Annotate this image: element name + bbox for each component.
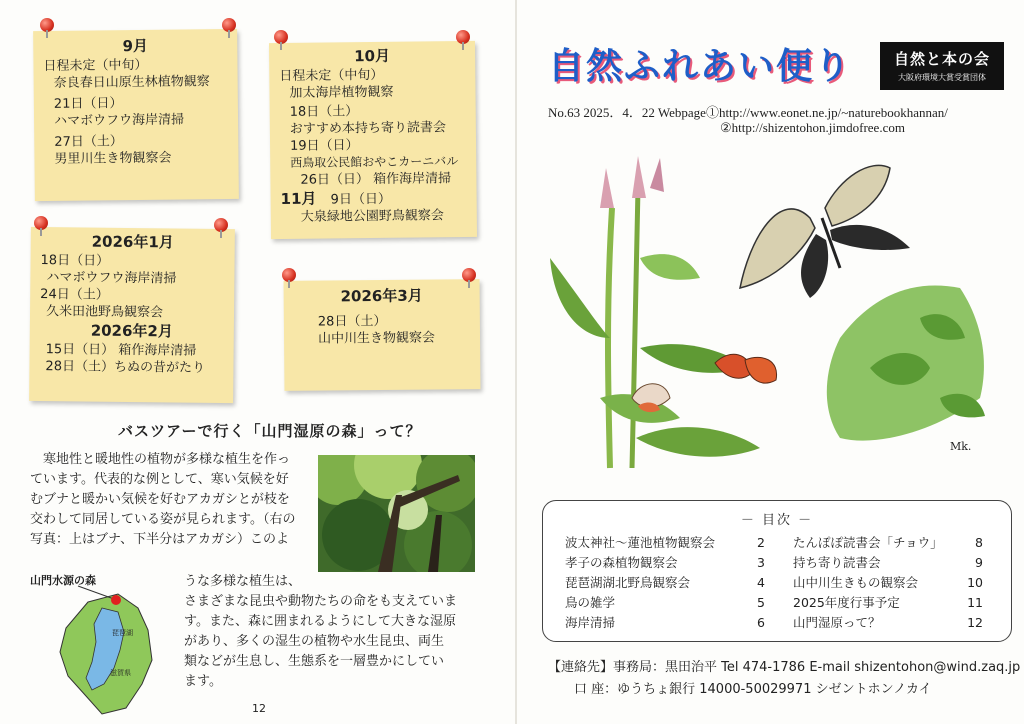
note-line: 奈良春日山原生林植物観察 [53,74,210,91]
toc-item-label: 山中川生きもの観察会 [793,575,919,590]
toc-item-page: 5 [757,595,765,610]
article-line: むブナと暖かい気候を好むアカガシとが枝を [30,492,290,507]
article-line: ています。代表的な例として、寒い気候を好 [30,472,289,487]
toc-item-label: たんぽぽ読書会「チョウ」 [793,535,943,550]
article-line: ます。 [184,674,222,689]
webpage-2: ②http://shizentohon.jimdofree.com [720,120,905,135]
toc-item-label: 海岸清掃 [565,615,616,630]
note-month-heading: 2026年3月 [340,286,423,306]
toc-item-label: 持ち寄り読書会 [793,555,881,570]
note-line: 18日（土） [289,104,359,120]
toc-column-right [793,533,983,633]
note-line: 加太海岸植物観察 [289,84,394,101]
note-line: 日程未定（中旬） [279,67,384,84]
logo-main-text: 自然と本の会 [893,50,990,68]
note-line: 大泉緑地公園野鳥観察会 [300,208,444,225]
pushpin-icon [274,30,288,44]
note-month-heading: 2026年1月 [91,232,174,252]
article-line: 写真：上はブナ、下半分はアカガシ）このよ [30,532,289,547]
artist-signature: Mk. [950,440,972,453]
note-line: 9日（日） [330,191,391,208]
note-line: 山中川生き物観察会 [317,330,436,347]
article-line: 寒地性と暖地性の植物が多様な植生を作っ [43,452,291,467]
map-label-lake: 琵琶湖 [112,629,133,637]
issue-and-webpage: No.63 2025．4．22 Webpage①http://www.eonet.ne.jp/~naturebookhannan/ [548,105,948,120]
note-line: 19日（日） [289,138,359,154]
toc-item-label: 琵琶湖湖北野鳥観察会 [565,575,691,590]
note-month-heading: 11月 [280,189,317,208]
toc-item[interactable] [565,533,765,553]
toc-item-page: 2 [757,535,765,550]
toc-item[interactable] [793,573,983,593]
pushpin-icon [462,268,476,282]
article-line: す。また、森に囲まれるようにして大きな湿原 [184,614,456,629]
org-logo [880,42,1004,90]
toc-item[interactable] [793,593,983,613]
table-of-contents [542,500,1012,642]
note-line-november [281,189,467,209]
note-month-heading: 9月 [122,36,149,56]
toc-item-page: 4 [757,575,765,590]
forest-canopy-photo [318,455,475,572]
note-line: ハマボウフウ海岸清掃 [46,270,177,287]
butterfly-illustration [540,148,1010,488]
toc-item-label: 孝子の森植物観察会 [565,555,678,570]
article-line: さまざまな昆虫や動物たちの命をも支えていま [184,594,458,609]
toc-column-left [565,533,765,633]
pushpin-icon [214,218,228,232]
contact-info: 【連絡先】事務局：黒田治平 Tel 474-1786 E-mail shizentohon@wind.zaq.jp [548,660,1021,675]
toc-item-page: 6 [757,615,765,630]
pushpin-icon [40,18,54,32]
article-line: 交わして同居している姿が見られます。（右の [30,512,296,527]
bank-account-info: 口 座：ゆうちょ銀行 14000-50029971 シゼントホンノカイ [574,682,932,697]
toc-item-label: 波太神社～蓮池植物観察会 [565,535,716,550]
toc-item-page: 3 [757,555,765,570]
logo-sub-text: 大阪府環境大賞受賞団体 [898,73,986,82]
pushpin-icon [34,216,48,230]
toc-title: － 目次 － [740,513,814,528]
map-label-prefecture: 滋賀県 [110,669,131,677]
note-month-heading: 10月 [354,46,391,66]
note-line: 日程未定（中旬） [43,57,148,74]
toc-item-page: 11 [967,595,983,610]
pushpin-icon [456,30,470,44]
toc-item-label: 鳥の雑学 [565,595,616,610]
note-line: ハマボウフウ海岸清掃 [53,112,185,129]
toc-item[interactable] [793,553,983,573]
note-line: 24日（土） [40,287,109,303]
note-line: 27日（土） [54,134,123,150]
shiga-map [30,572,180,717]
map-label-forest: 山門水源の森 [30,574,96,587]
toc-item[interactable] [565,573,765,593]
pushpin-icon [222,18,236,32]
note-line: 男里川生き物観察会 [54,150,172,167]
note-line: 21日（日） [53,96,123,112]
note-october [269,41,477,239]
article-line: 類などが生息し、生態系を一層豊かにしてい [184,654,445,669]
article-line: うな多様な植生は、 [184,574,302,589]
note-line: おすすめ本持ち寄り読書会 [289,120,447,137]
note-line: 15日（日） 箱作海岸清掃 [45,342,197,359]
note-month-heading: 2026年2月 [90,321,174,341]
toc-item[interactable] [565,593,765,613]
note-jan-feb-2026 [29,227,235,403]
toc-item-label: 2025年度行事予定 [793,595,900,610]
masthead-title: 自然ふれあい便り [548,46,853,87]
page-fold [515,0,517,724]
toc-item-page: 8 [975,535,983,550]
toc-item-page: 10 [967,575,983,590]
toc-item-page: 12 [967,615,983,630]
note-september [33,29,239,201]
toc-item-label: 山門湿原って？ [793,615,881,630]
toc-item[interactable] [565,553,765,573]
article-title: バスツアーで行く「山門湿原の森」って？ [118,422,422,440]
note-line: 久米田池野鳥観察会 [45,304,164,321]
note-line: 26日（日） 箱作海岸清掃 [300,171,452,188]
article-body-top [30,450,315,550]
toc-item[interactable] [793,533,983,553]
toc-item-page: 9 [975,555,983,570]
note-line: 28日（土）ちぬの昔がたり [45,359,206,376]
note-line: 西鳥取公民館おやこカーニバル [290,154,459,170]
page-number: 12 [252,702,266,715]
note-line: 18日（日） [40,253,110,269]
article-body-bottom [184,572,484,692]
pushpin-icon [282,268,296,282]
article-line: があり、多くの湿生の植物や水生昆虫、両生 [184,634,445,649]
note-mar-2026 [284,279,481,391]
toc-item[interactable] [565,613,765,633]
note-line: 28日（土） [317,313,387,330]
toc-item[interactable] [793,613,983,633]
